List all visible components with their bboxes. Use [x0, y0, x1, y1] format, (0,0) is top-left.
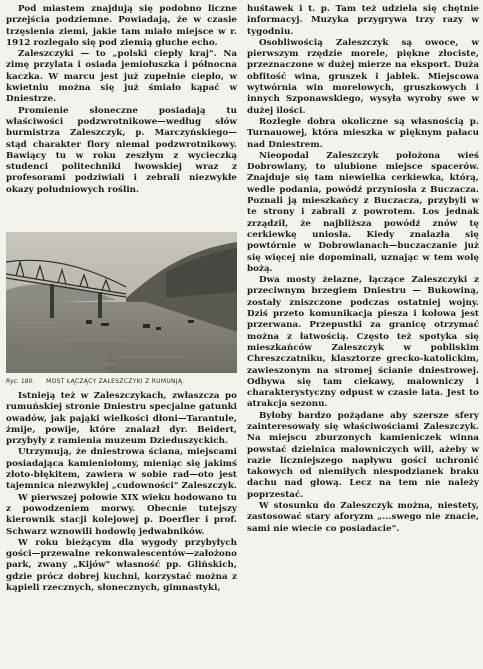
left-column-top	[6, 4, 237, 196]
paragraph: W roku bieżącym dla wygody przybyłych gości—przewalne rekonwalescentów—założono park, zwany „Kijów" własność pp. Glińskich, gdzie prócz dobrej kuchni, korzystać można z kąpieli rzecznych, słonecznych, gimnastyki,	[6, 537, 237, 594]
paragraph: Zaleszczyki — to „polski ciepły kraj". Na zimę przylata i osiada jemiołuszka i północna kaczka. W marcu jest już zupełnie ciepło, w kwietniu można się już śmiało kąpać w Dniestrze.	[6, 49, 237, 105]
paragraph: Dwa mosty żelazne, łączące Zaleszczyki z przeciwnym brzegiem Dniestru — Bukowiną, zostały zniszczone podczas ostatniej wojny. Dziś przeto komunikacja piesza i kołowa jest przerwana. Przepustki za granicę otrzymać można z łatwością. Często też spotyka się mieszkańców Zaleszczyk w pobliskim Chreszczatniku, klasztorze grecko-katolickim, zawieszonym na stromej ścianie dniestrowej. Odbywa się tam ciekawy, malowniczy i charakterystyczny odpust w czasie lata. Jest to atrakcja sezonu.	[247, 275, 479, 410]
paragraph: W pierwszej połowie XIX wieku hodowano tu z powodzeniem morwy. Obecnie tutejszy kierownik stacji kolejowej p. Doerfler i prof. Schwarz wznowili hodowlę jedwabników.	[6, 492, 237, 537]
bridge-photo	[6, 232, 237, 373]
paragraph: Rozległe dobra okoliczne są własnością p. Turnauowej, która mieszka w pięknym pałacu nad Dniestrem.	[247, 116, 479, 150]
paragraph: Byłoby bardzo pożądane aby szersze sfery zainteresowały się właściwościami Zaleszczyk. Na miejscu zburzonych kamieniczek winna powstać dzielnica malowniczych will, ażeby w razie liczniejszego napływu gości uchronić takowych od niemiłych niespodzianek braku dachu nad głową. Lecz na tem nie należy poprzestać.	[247, 410, 479, 500]
paragraph: Osobliwością Zaleszczyk są owoce, w pierwszym rzędzie morele, piękne złociste, przeznaczone w dużej mierze na eksport. Duża obfitość wina, gruszek i jabłek. Miejscowa wytwórnia win morelowych, gruszkowych i innych Szponawskiego, wysyła wyroby swe w dużej ilości.	[247, 37, 479, 116]
figure-number: Ryc. 180.	[6, 378, 35, 385]
paragraph: Utrzymują, że dniestrowa ściana, miejscami posiadająca kamieniołomy, mieniąc się jakimś złoto-błękitem, zawiera w sobie rad—oto jest tajemnica niezwykłej „cudowności" Zaleszczyk.	[6, 447, 238, 492]
photo-caption	[6, 376, 237, 387]
paragraph: Istnieją też w Zaleszczykach, zwłaszcza po rumuńskiej stronie Dniestru specjalne gatunki owadów, jak pająki wielkości dłoni—Tarantule, żmije, powije, które znalazł dyr. Beidert, przybyły z ramienia muzeum Dzieduszyckich.	[6, 391, 237, 447]
left-column-bottom	[6, 391, 237, 594]
paragraph: Nieopodal Zaleszczyk położona wieś Dobrowlany, to ulubione miejsce spacerów. Znajduje się tam niewielka cerkiewka, którą, wedle podania, powódź przyniosła z Buczacza. Poznali ją mieszkańcy z Buczacza, przybyli w te strony i zabrali z powrotem. Los jednak zrządził, że najbliższa powódź znów tę cerkiewkę uniosła. Kiedy znalazła się powtórnie w Dobrowlanach—buczaczanie już się więcej nie dopominali, uznając w tem wolę bożą.	[247, 150, 479, 274]
right-column	[247, 4, 479, 535]
paragraph: huśtawek i t. p. Tam też udziela się chętnie informacyj. Muzyka przygrywa trzy razy w tygodniu.	[247, 4, 479, 37]
paragraph: Promienie słoneczne posiadają tu właściwości podzwrotnikowe—według słów burmistrza Zaleszczyk, p. Marczyńskiego—stąd charakter flory niemal podzwrotnikowy. Bawiący tu w roku zeszłym z wycieczką studenci politechniki lwowskiej wraz z profesorami podziwiali i zebrali niezwykłe okazy południowych roślin.	[6, 105, 237, 195]
paragraph: Pod miastem znajdują się podobno liczne przejścia podziemne. Powiadają, że w czasie trzęsienia ziemi, jakie tam miało miejsce w r. 1912 rozlegało się pod ziemią głuche echo.	[6, 4, 237, 48]
paragraph: W stosunku do Zaleszczyk można, niestety, zastosować stary aforyzm „...swego nie znacie, sami nie wiecie co posiadacie".	[247, 501, 479, 534]
caption-title: MOST ŁĄCZĄCY ZALESZCZYKI Z RUMUNJĄ.	[46, 378, 185, 385]
